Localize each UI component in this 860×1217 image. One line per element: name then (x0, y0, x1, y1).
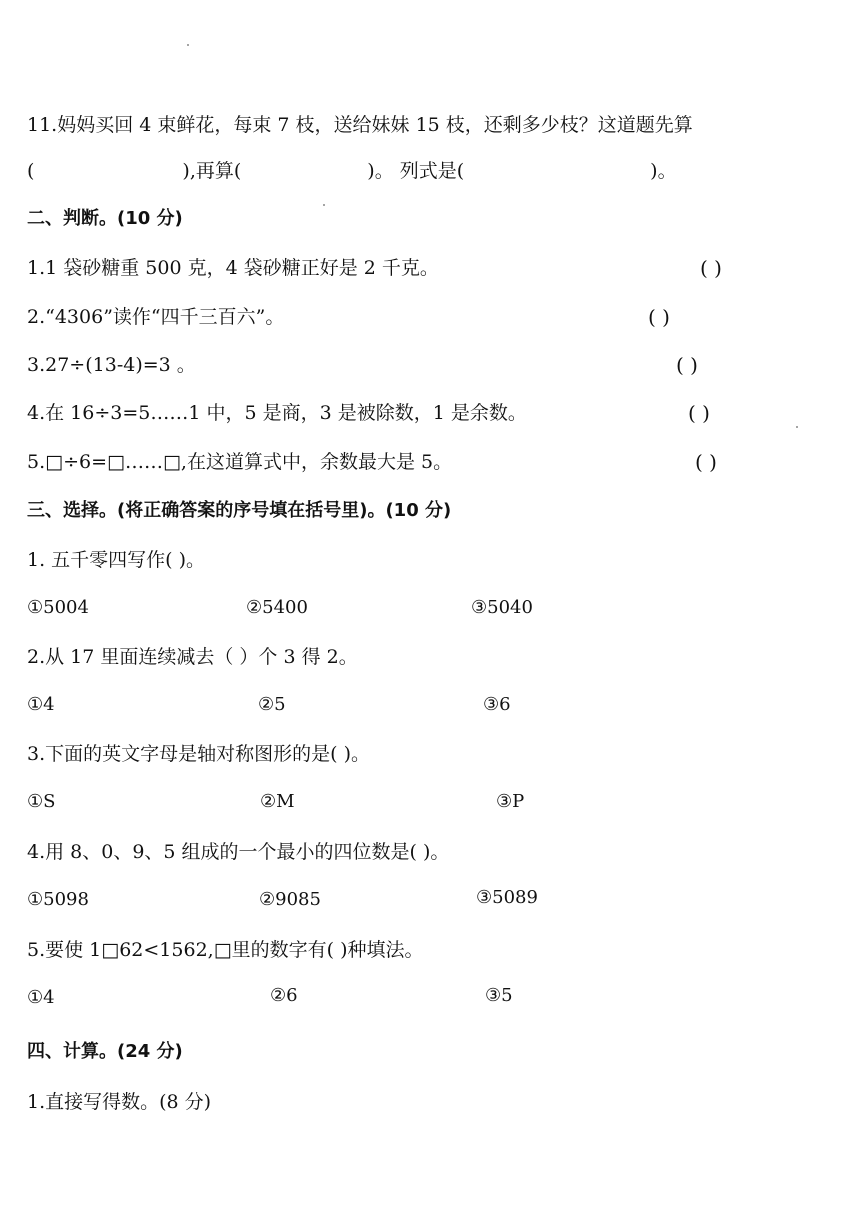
choice-question-4: 4.用 8、0、9、5 组成的一个最小的四位数是( )。 (27, 841, 450, 863)
choice-2-option-1[interactable]: ①4 (27, 694, 55, 715)
choice-3-option-3[interactable]: ③P (496, 791, 525, 812)
choice-4-option-2[interactable]: ②9085 (259, 889, 321, 910)
q11-line1: 11.妈妈买回 4 束鲜花，每束 7 枝，送给妹妹 15 枝，还剩多少枝？这道题先算 (27, 114, 693, 136)
choice-2-option-2[interactable]: ②5 (258, 694, 286, 715)
judgement-item-3: 3.27÷(13-4)=3 。 (27, 354, 196, 376)
judgement-answer-4[interactable]: ( ) (688, 401, 710, 425)
choice-4-option-1[interactable]: ①5098 (27, 889, 89, 910)
calculation-sub-1: 1.直接写得数。(8 分) (27, 1091, 212, 1113)
judgement-answer-3[interactable]: ( ) (676, 353, 698, 377)
choice-5-option-3[interactable]: ③5 (485, 985, 513, 1006)
judgement-item-4: 4.在 16÷3=5……1 中，5 是商，3 是被除数，1 是余数。 (27, 402, 527, 424)
blank-paren-close-2: )。 列式是( (367, 160, 465, 182)
q11-line2 (27, 159, 677, 183)
scan-speck (796, 426, 798, 428)
choice-3-option-2[interactable]: ②M (260, 791, 295, 812)
judgement-answer-1[interactable]: ( ) (700, 256, 722, 280)
section-heading-choice: 三、选择。(将正确答案的序号填在括号里)。(10 分) (27, 500, 452, 521)
choice-question-3: 3.下面的英文字母是轴对称图形的是( )。 (27, 743, 370, 765)
scan-speck (323, 204, 325, 206)
choice-4-option-3[interactable]: ③5089 (476, 887, 538, 908)
blank-paren-close-1: ),再算( (182, 160, 242, 182)
section-heading-judgement: 二、判断。(10 分) (27, 208, 183, 229)
scan-speck (187, 44, 189, 46)
choice-3-option-1[interactable]: ①S (27, 791, 56, 812)
choice-2-option-3[interactable]: ③6 (483, 694, 511, 715)
choice-1-option-2[interactable]: ②5400 (246, 597, 308, 618)
judgement-item-5: 5.□÷6=□……□,在这道算式中，余数最大是 5。 (27, 451, 453, 473)
choice-question-5: 5.要使 1□62<1562,□里的数字有( )种填法。 (27, 939, 424, 961)
judgement-item-2: 2.“4306”读作“四千三百六”。 (27, 306, 285, 328)
judgement-answer-2[interactable]: ( ) (648, 305, 670, 329)
choice-5-option-1[interactable]: ①4 (27, 987, 55, 1008)
judgement-answer-5[interactable]: ( ) (695, 450, 717, 474)
section-heading-calculation: 四、计算。(24 分) (27, 1041, 183, 1062)
blank-paren-close-3: )。 (650, 160, 677, 182)
blank-paren-open-1: ( (27, 160, 35, 182)
choice-question-1: 1. 五千零四写作( )。 (27, 549, 206, 571)
choice-1-option-3[interactable]: ③5040 (471, 597, 533, 618)
judgement-item-1: 1.1 袋砂糖重 500 克，4 袋砂糖正好是 2 千克。 (27, 257, 439, 279)
choice-question-2: 2.从 17 里面连续减去（ ）个 3 得 2。 (27, 646, 358, 668)
choice-5-option-2[interactable]: ②6 (270, 985, 298, 1006)
choice-1-option-1[interactable]: ①5004 (27, 597, 89, 618)
